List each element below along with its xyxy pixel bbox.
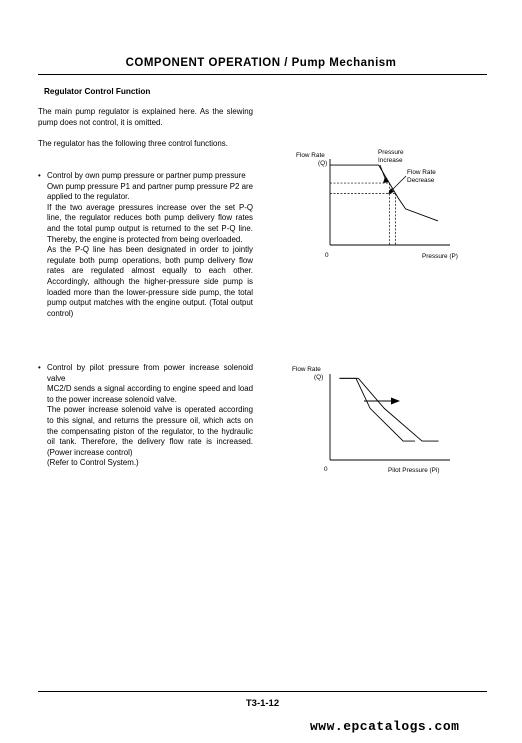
- chart1-annotation-pressure-2: Increase: [378, 157, 403, 164]
- intro-paragraph-2: [38, 139, 253, 150]
- pilot-pressure-chart: [288, 362, 468, 480]
- intro-text-2: The regulator has the following three control functions.: [38, 139, 228, 148]
- chart1-arrow-flow: [391, 176, 406, 191]
- bullet-line: As the P-Q line has been designated in order to jointly regulate both pump operations, both pump delivery flow rates are regulated almost equally to each other. Accordingly, although the higher-pressure side pump is loaded more than the lower-pressure side pump, the total pump output matches with the engine output. (Total output control): [47, 245, 253, 318]
- bullet-line: MC2/D sends a signal according to engine speed and load to the power increase solenoid valve.: [47, 384, 253, 404]
- page-title: COMPONENT OPERATION / Pump Mechanism: [125, 57, 397, 69]
- bullet-line: (Refer to Control System.): [47, 458, 139, 468]
- intro-paragraph-1: [38, 107, 253, 128]
- chart1-origin: 0: [325, 252, 329, 259]
- chart2-ylabel-line1: Flow Rate: [292, 366, 321, 373]
- chart2-shift-arrowhead: [391, 398, 400, 405]
- bullet-line: If the two average pressures increase over the set P-Q line, the regulator reduces both pump delivery flow rates and the total pump output is returned to the set P-Q line. Thereby, the engine is protected from being overloaded.: [47, 202, 253, 244]
- chart1-xlabel: Pressure (P): [422, 253, 458, 260]
- bullet-pump-pressure: [38, 171, 253, 319]
- chart2-curve-low: [339, 378, 415, 441]
- bullet-pilot-pressure: [38, 363, 253, 469]
- chart1-annotation-flow-1: Flow Rate: [407, 169, 436, 176]
- chart2-ylabel-line2: (Q): [314, 374, 324, 381]
- chart2-xlabel: Pilot Pressure (Pi): [388, 467, 440, 474]
- chart2-origin: 0: [324, 466, 328, 473]
- pq-chart: [290, 145, 470, 263]
- chart1-ylabel-line1: Flow Rate: [296, 152, 325, 159]
- section-title: Regulator Control Function: [44, 87, 151, 96]
- chart1-annotation-flow-2: Decrease: [407, 177, 435, 184]
- page-number: T3-1-12: [245, 698, 280, 709]
- watermark-link[interactable]: www.epcatalogs.com: [310, 719, 460, 734]
- chart2-curve-high: [339, 378, 438, 441]
- bullet-heading: Control by pilot pressure from power increase solenoid valve: [47, 363, 253, 383]
- header-divider: [38, 74, 487, 75]
- bullet-dot-icon: •: [38, 363, 41, 372]
- bullet-dot-icon: •: [38, 171, 41, 180]
- bullet-line: The power increase solenoid valve is operated according to this signal, and returns the pressure oil, which acts on the compensating piston of the regulator, to the hydraulic oil tank. Therefore, the delivery flow rate is increased. (Power increase control): [47, 405, 253, 457]
- chart1-ylabel-line2: (Q): [318, 160, 328, 167]
- bullet-heading: Control by own pump pressure or partner pump pressure: [47, 171, 246, 180]
- intro-text-1: The main pump regulator is explained here. As the slewing pump does not control, it is omitted.: [38, 107, 253, 127]
- bullet-line: Own pump pressure P1 and partner pump pressure P2 are applied to the regulator.: [47, 181, 253, 202]
- chart1-annotation-pressure-1: Pressure: [378, 149, 404, 156]
- footer-divider: [38, 691, 487, 692]
